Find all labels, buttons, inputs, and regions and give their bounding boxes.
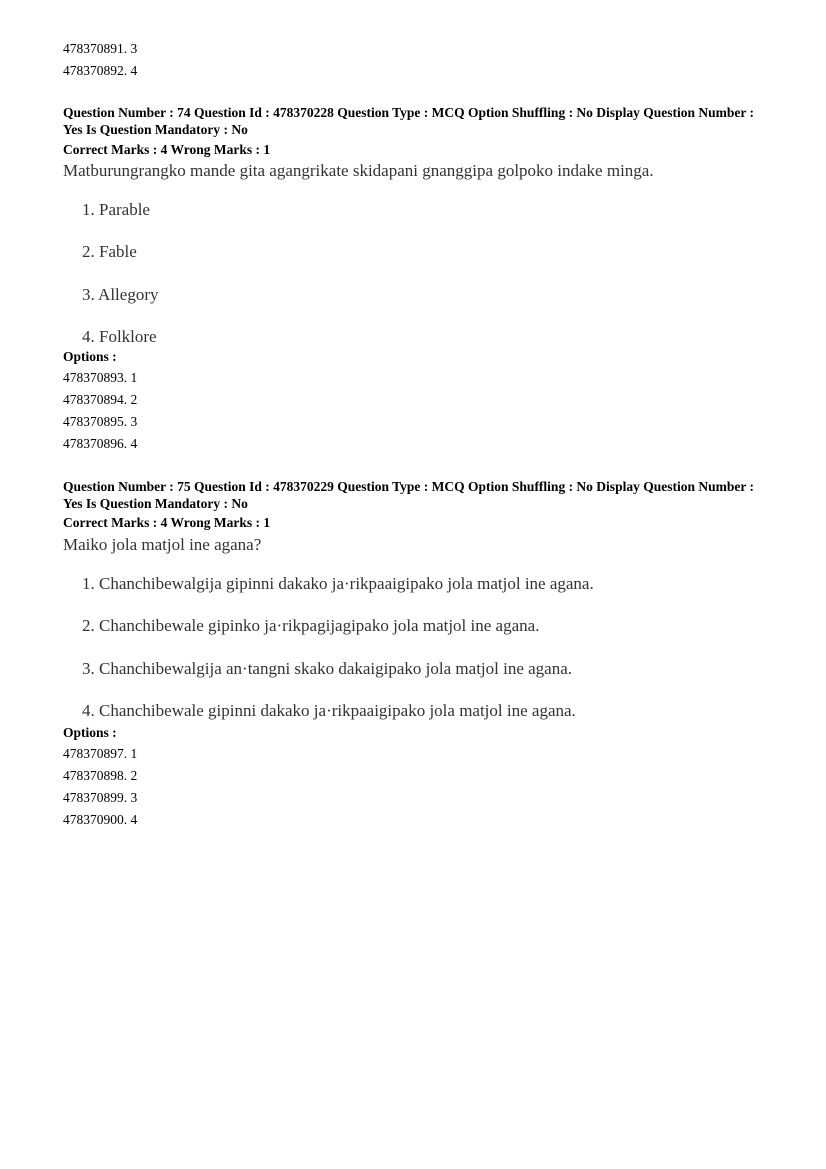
question-74-options-label: Options :: [63, 349, 117, 364]
question-74-option-3: 478370895. 3: [63, 414, 138, 429]
question-75-choice-1: 1. Chanchibewalgija gipinni dakako ja·rikpaaigipako jola matjol ine agana.: [82, 574, 594, 593]
question-75-options-label: Options :: [63, 725, 117, 740]
question-75-choice-3: 3. Chanchibewalgija an·tangni skako dakaigipako jola matjol ine agana.: [82, 659, 573, 678]
prev-option-3: 478370891. 3: [63, 41, 138, 56]
question-74-choice-4: 4. Folklore: [82, 327, 157, 346]
question-74-option-4: 478370896. 4: [63, 436, 138, 451]
question-75-option-1: 478370897. 1: [63, 746, 138, 761]
question-75-text: Maiko jola matjol ine agana?: [63, 535, 262, 554]
question-74-choice-1: 1. Parable: [82, 200, 150, 219]
question-75-choice-4: 4. Chanchibewale gipinni dakako ja·rikpaaigipako jola matjol ine agana.: [82, 701, 576, 720]
question-74-marks: Correct Marks : 4 Wrong Marks : 1: [63, 142, 271, 157]
question-75-header: Question Number : 75 Question Id : 478370229 Question Type : MCQ Option Shuffling : No Display Question Number : Yes Is Question Mandatory : No: [63, 479, 754, 511]
question-75-option-2: 478370898. 2: [63, 768, 138, 783]
question-74-choice-2: 2. Fable: [82, 242, 137, 261]
question-74-choice-3: 3. Allegory: [82, 285, 159, 304]
question-75-marks: Correct Marks : 4 Wrong Marks : 1: [63, 515, 271, 530]
prev-option-4: 478370892. 4: [63, 63, 138, 78]
question-75-option-3: 478370899. 3: [63, 790, 138, 805]
question-74-text: Matburungrangko mande gita agangrikate skidapani gnanggipa golpoko indake minga.: [63, 161, 654, 180]
question-74-option-1: 478370893. 1: [63, 370, 138, 385]
question-75-choice-2: 2. Chanchibewale gipinko ja·rikpagijagipako jola matjol ine agana.: [82, 616, 540, 635]
question-74-option-2: 478370894. 2: [63, 392, 138, 407]
question-75-option-4: 478370900. 4: [63, 812, 138, 827]
question-74-header: Question Number : 74 Question Id : 478370228 Question Type : MCQ Option Shuffling : No Display Question Number : Yes Is Question Mandatory : No: [63, 105, 754, 137]
